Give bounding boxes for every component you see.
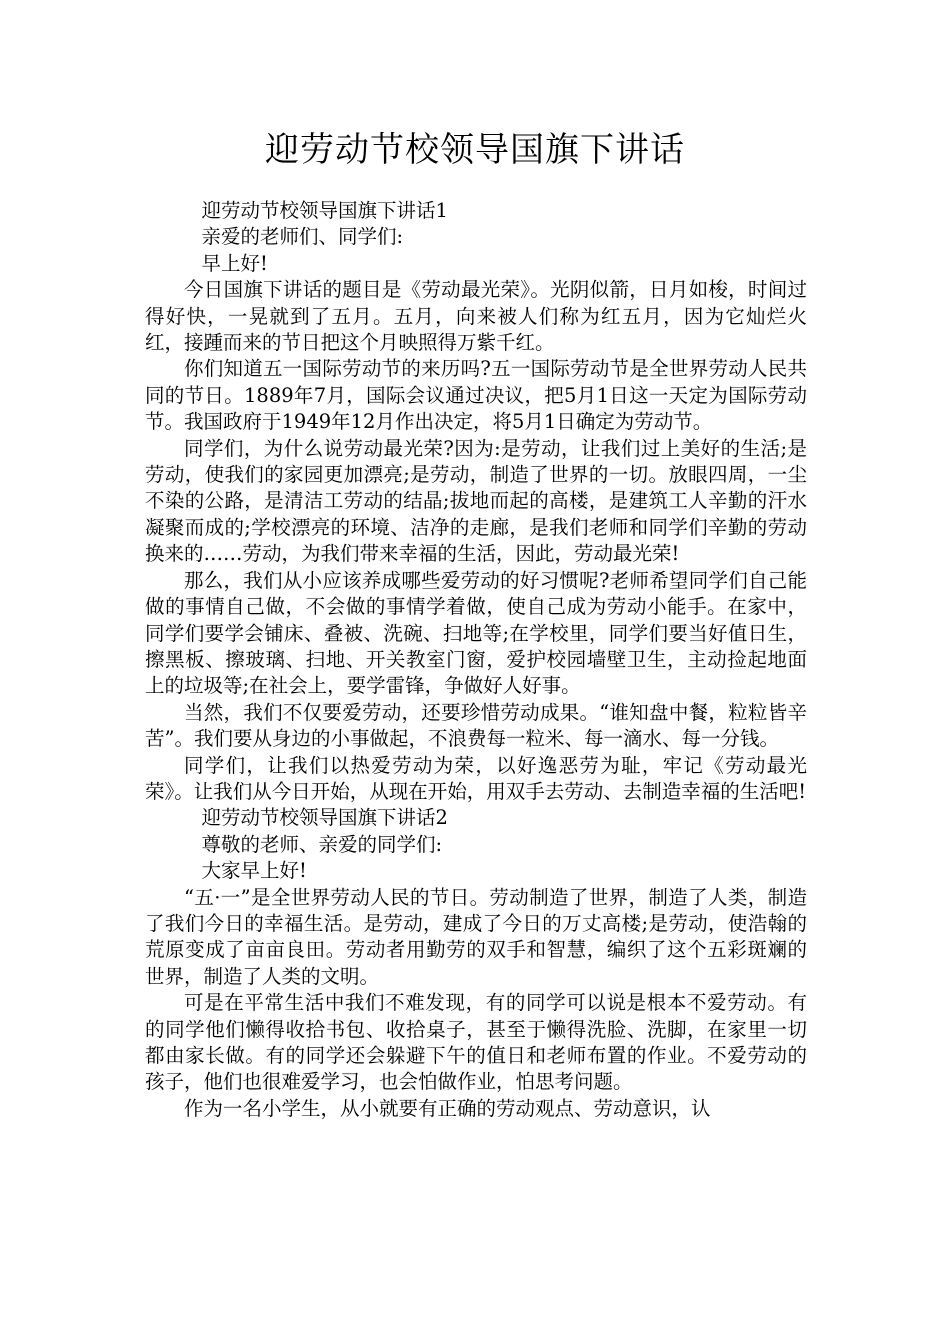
body-paragraph: 那么，我们从小应该养成哪些爱劳动的好习惯呢?老师希望同学们自己能做的事情自己做，不会做的事情学着做，使自己成为劳动小能手。在家中，同学们要学会铺床、叠被、洗碗、扫地等;在学校里，同学们要当好值日生，擦黑板、擦玻璃、扫地、开关教室门窗，爱护校园墙壁卫生，主动捡起地面上的垃圾等;在社会上，要学雷锋，争做好人好事。 [145, 568, 807, 698]
speech-1-salutation: 亲爱的老师们、同学们: [201, 225, 404, 249]
body-paragraph: “五·一”是全世界劳动人民的节日。劳动制造了世界，制造了人类，制造了我们今日的幸福生活。是劳动，建成了今日的万丈高楼;是劳动，使浩翰的荒原变成了亩亩良田。劳动者用勤劳的双手和智慧，编织了这个五彩斑斓的世界，制造了人类的文明。 [145, 885, 807, 988]
body-paragraph: 今日国旗下讲话的题目是《劳动最光荣》。光阴似箭，日月如梭，时间过得好快，一晃就到了五月。五月，向来被人们称为红五月，因为它灿烂火红，接踵而来的节日把这个月映照得万紫千红。 [145, 278, 807, 355]
document-title: 迎劳动节校领导国旗下讲话 [265, 130, 685, 170]
body-paragraph: 作为一名小学生，从小就要有正确的劳动观点、劳动意识，认 [184, 1096, 711, 1120]
body-paragraph: 可是在平常生活中我们不难发现，有的同学可以说是根本不爱劳动。有的同学他们懒得收拾书包、收拾桌子，甚至于懒得洗脸、洗脚，在家里一切都由家长做。有的同学还会躲避下午的值日和老师布置的作业。不爱劳动的孩子，他们也很难爱学习，也会怕做作业，怕思考问题。 [145, 991, 807, 1094]
body-paragraph: 同学们，为什么说劳动最光荣?因为:是劳动，让我们过上美好的生活;是劳动，使我们的家园更加漂亮;是劳动，制造了世界的一切。放眼四周，一尘不染的公路，是清洁工劳动的结晶;拔地而起的高楼，是建筑工人辛勤的汗水凝聚而成的;学校漂亮的环境、洁净的走廊，是我们老师和同学们辛勤的劳动换来的……劳动，为我们带来幸福的生活，因此，劳动最光荣! [145, 436, 807, 566]
body-paragraph: 你们知道五一国际劳动节的来历吗?五一国际劳动节是全世界劳动人民共同的节日。1889年7月，国际会议通过决议，把5月1日这一天定为国际劳动节。我国政府于1949年12月作出决定，将5月1日确定为劳动节。 [145, 357, 807, 434]
document-body [145, 198, 807, 1122]
speech-1-heading: 迎劳动节校领导国旗下讲话1 [201, 199, 448, 222]
speech-2-greeting: 大家早上好! [201, 859, 307, 883]
body-paragraph: 同学们，让我们以热爱劳动为荣，以好逸恶劳为耻，牢记《劳动最光荣》。让我们从今日开始，从现在开始，用双手去劳动、去制造幸福的生活吧! [145, 753, 807, 803]
body-paragraph: 当然，我们不仅要爱劳动，还要珍惜劳动成果。“谁知盘中餐，粒粒皆辛苦”。我们要从身边的小事做起，不浪费每一粒米、每一滴水、每一分钱。 [145, 700, 807, 751]
speech-2-heading: 迎劳动节校领导国旗下讲话2 [201, 806, 448, 830]
speech-2-salutation: 尊敬的老师、亲爱的同学们: [201, 832, 443, 856]
speech-1-greeting: 早上好! [201, 251, 268, 275]
